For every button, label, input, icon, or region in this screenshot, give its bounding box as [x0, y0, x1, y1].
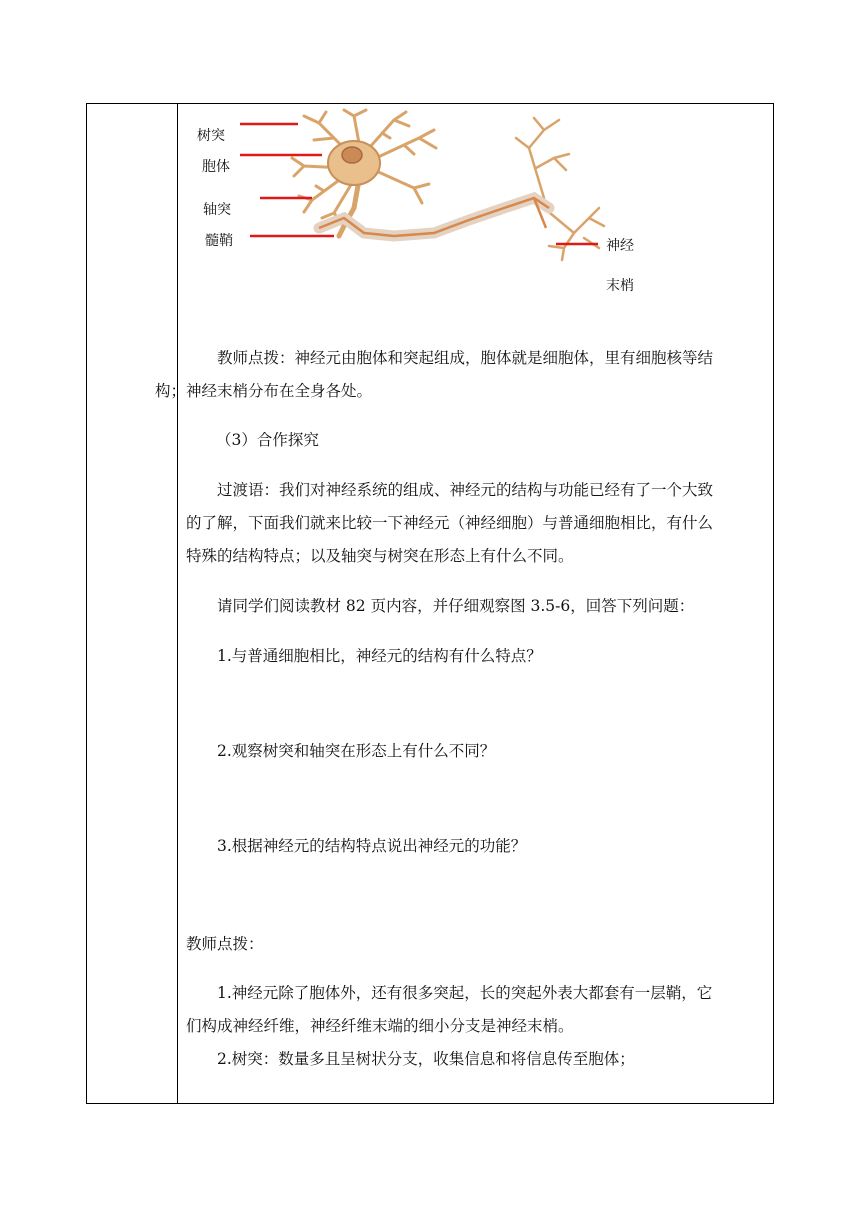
- teacher-tip-heading: 教师点拨：: [186, 935, 264, 953]
- question-1: 1.与普通细胞相比，神经元的结构有什么特点？: [217, 647, 542, 665]
- nucleus-shape: [342, 147, 362, 163]
- label-nerve-ending-line1: 神经: [606, 238, 634, 254]
- neuron-illustration: [292, 110, 604, 260]
- section-heading: （3）合作探究: [216, 431, 319, 449]
- reading-instruction: 请同学们阅读教材 82 页内容，并仔细观察图 3.5-6，回答下列问题：: [217, 597, 695, 615]
- transition-paragraph: 过渡语：我们对神经系统的组成、神经元的结构与功能已经有了一个大致 的了解，下面我们就来比较一下神经元（神经细胞）与普通细胞相比，有什么 特殊的结构特点；以及轴突与树突在形态上有什么不同。: [186, 481, 714, 565]
- label-myelin-sheath: 髓鞘: [205, 233, 233, 249]
- answer-1: 1.神经元除了胞体外，还有很多突起，长的突起外表大都套有一层鞘，它 们构成神经纤维，神经纤维末端的细小分支是神经末梢。: [186, 984, 713, 1035]
- question-2: 2.观察树突和轴突在形态上有什么不同？: [217, 742, 496, 760]
- label-dendrite: 树突: [197, 128, 225, 144]
- teacher-tip-structure: 教师点拨：神经元由胞体和突起组成，胞体就是细胞体，里有细胞核等结 构；神经末梢分布在全身各处。: [155, 349, 714, 400]
- neuron-diagram: [194, 108, 654, 304]
- column-divider: [177, 104, 178, 1103]
- label-nerve-ending-line2: 末梢: [606, 278, 634, 294]
- answer-2: 2.树突：数量多且呈树状分支，收集信息和将信息传至胞体；: [217, 1050, 635, 1068]
- label-axon: 轴突: [203, 202, 231, 218]
- label-cell-body: 胞体: [202, 159, 230, 175]
- question-3: 3.根据神经元的结构特点说出神经元的功能？: [217, 837, 527, 855]
